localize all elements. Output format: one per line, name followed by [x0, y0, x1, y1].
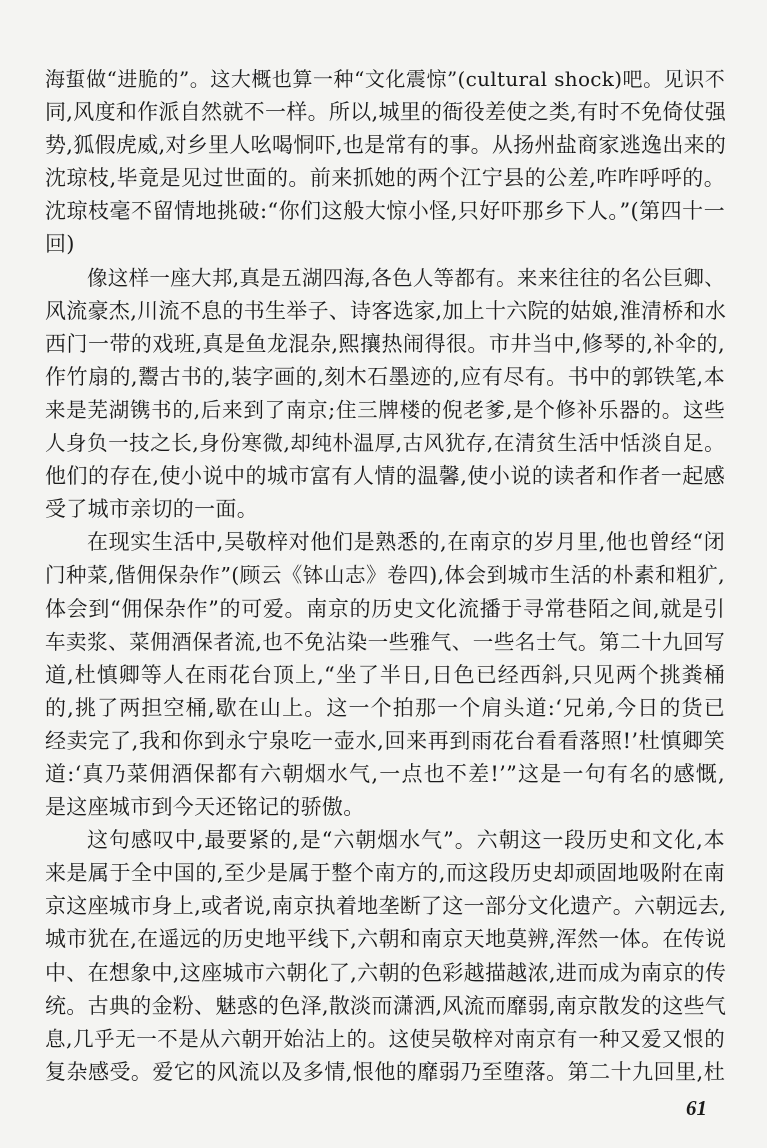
text-line: 他们的存在,使小说中的城市富有人情的温馨,使小说的读者和作者一起感 — [45, 464, 725, 489]
text-line: 体会到“佣保杂作”的可爱。南京的历史文化流播于寻常巷陌之间,就是引 — [45, 596, 725, 621]
text-line: 作竹扇的,鬻古书的,装字画的,刻木石墨迹的,应有尽有。书中的郭铁笔,本 — [45, 364, 725, 389]
text-line: 来是芜湖镌书的,后来到了南京;住三牌楼的倪老爹,是个修补乐器的。这些 — [45, 397, 725, 422]
text-line: 这句感叹中,最要紧的,是“六朝烟水气”。六朝这一段历史和文化,本 — [87, 828, 725, 853]
text-line: 沈琼枝,毕竟是见过世面的。前来抓她的两个江宁县的公差,咋咋呼呼的。 — [45, 166, 725, 191]
text-line: 的,挑了两担空桶,歇在山上。这一个拍那一个肩头道:‘兄弟,今日的货已 — [45, 695, 725, 720]
text-line: 息,几乎无一不是从六朝开始沾上的。这使吴敬梓对南京有一种又爱又恨的 — [45, 1026, 725, 1051]
text-line: 门种菜,偕佣保杂作”(顾云《钵山志》卷四),体会到城市生活的朴素和粗犷, — [45, 563, 725, 588]
text-line: 人身负一技之长,身份寒微,却纯朴温厚,古风犹存,在清贫生活中恬淡自足。 — [45, 431, 725, 456]
body-text — [45, 63, 725, 1089]
text-line: 在现实生活中,吴敬梓对他们是熟悉的,在南京的岁月里,他也曾经“闭 — [87, 530, 725, 555]
text-line: 像这样一座大邦,真是五湖四海,各色人等都有。来来往往的名公巨卿、 — [87, 265, 725, 290]
text-line: 是这座城市到今天还铭记的骄傲。 — [45, 795, 365, 820]
text-line: 车卖浆、菜佣酒保者流,也不免沾染一些雅气、一些名士气。第二十九回写 — [45, 629, 725, 654]
text-line: 来是属于全中国的,至少是属于整个南方的,而这段历史却顽固地吸附在南 — [45, 861, 725, 886]
text-line: 同,风度和作派自然就不一样。所以,城里的衙役差使之类,有时不免倚仗强 — [45, 100, 727, 125]
text-line: 回) — [45, 232, 75, 257]
text-line: 经卖完了,我和你到永宁泉吃一壶水,回来再到雨花台看看落照!’杜慎卿笑 — [45, 728, 725, 753]
text-line: 受了城市亲切的一面。 — [45, 497, 258, 522]
text-line: 京这座城市身上,或者说,南京执着地垄断了这一部分文化遗产。六朝远去, — [45, 894, 727, 919]
text-line: 复杂感受。爱它的风流以及多情,恨他的靡弱乃至堕落。第二十九回里,杜 — [45, 1059, 725, 1084]
text-line: 海蜇做“进脆的”。这大概也算一种“文化震惊”(cultural shock)吧。见识不 — [45, 67, 725, 91]
page-number: 61 — [686, 1096, 707, 1120]
text-line: 风流豪杰,川流不息的书生举子、诗客选家,加上十六院的姑娘,淮清桥和水 — [45, 298, 727, 323]
text-line: 西门一带的戏班,真是鱼龙混杂,熙攘热闹得很。市井当中,修琴的,补伞的, — [45, 331, 725, 356]
text-line: 道:‘真乃菜佣酒保都有六朝烟水气,一点也不差!’”这是一句有名的感慨, — [45, 761, 725, 786]
text-line: 城市犹在,在遥远的历史地平线下,六朝和南京天地莫辨,浑然一体。在传说 — [45, 927, 727, 952]
text-line: 势,狐假虎威,对乡里人吆喝恫吓,也是常有的事。从扬州盐商家逃逸出来的 — [45, 133, 727, 158]
text-line: 统。古典的金粉、魅惑的色泽,散淡而潇洒,风流而靡弱,南京散发的这些气 — [45, 993, 727, 1018]
text-line: 中、在想象中,这座城市六朝化了,六朝的色彩越描越浓,进而成为南京的传 — [45, 960, 727, 985]
text-line: 道,杜慎卿等人在雨花台顶上,“坐了半日,日色已经西斜,只见两个挑粪桶 — [45, 662, 725, 687]
text-line: 沈琼枝毫不留情地挑破:“你们这般大惊小怪,只好吓那乡下人。”(第四十一 — [45, 199, 725, 224]
